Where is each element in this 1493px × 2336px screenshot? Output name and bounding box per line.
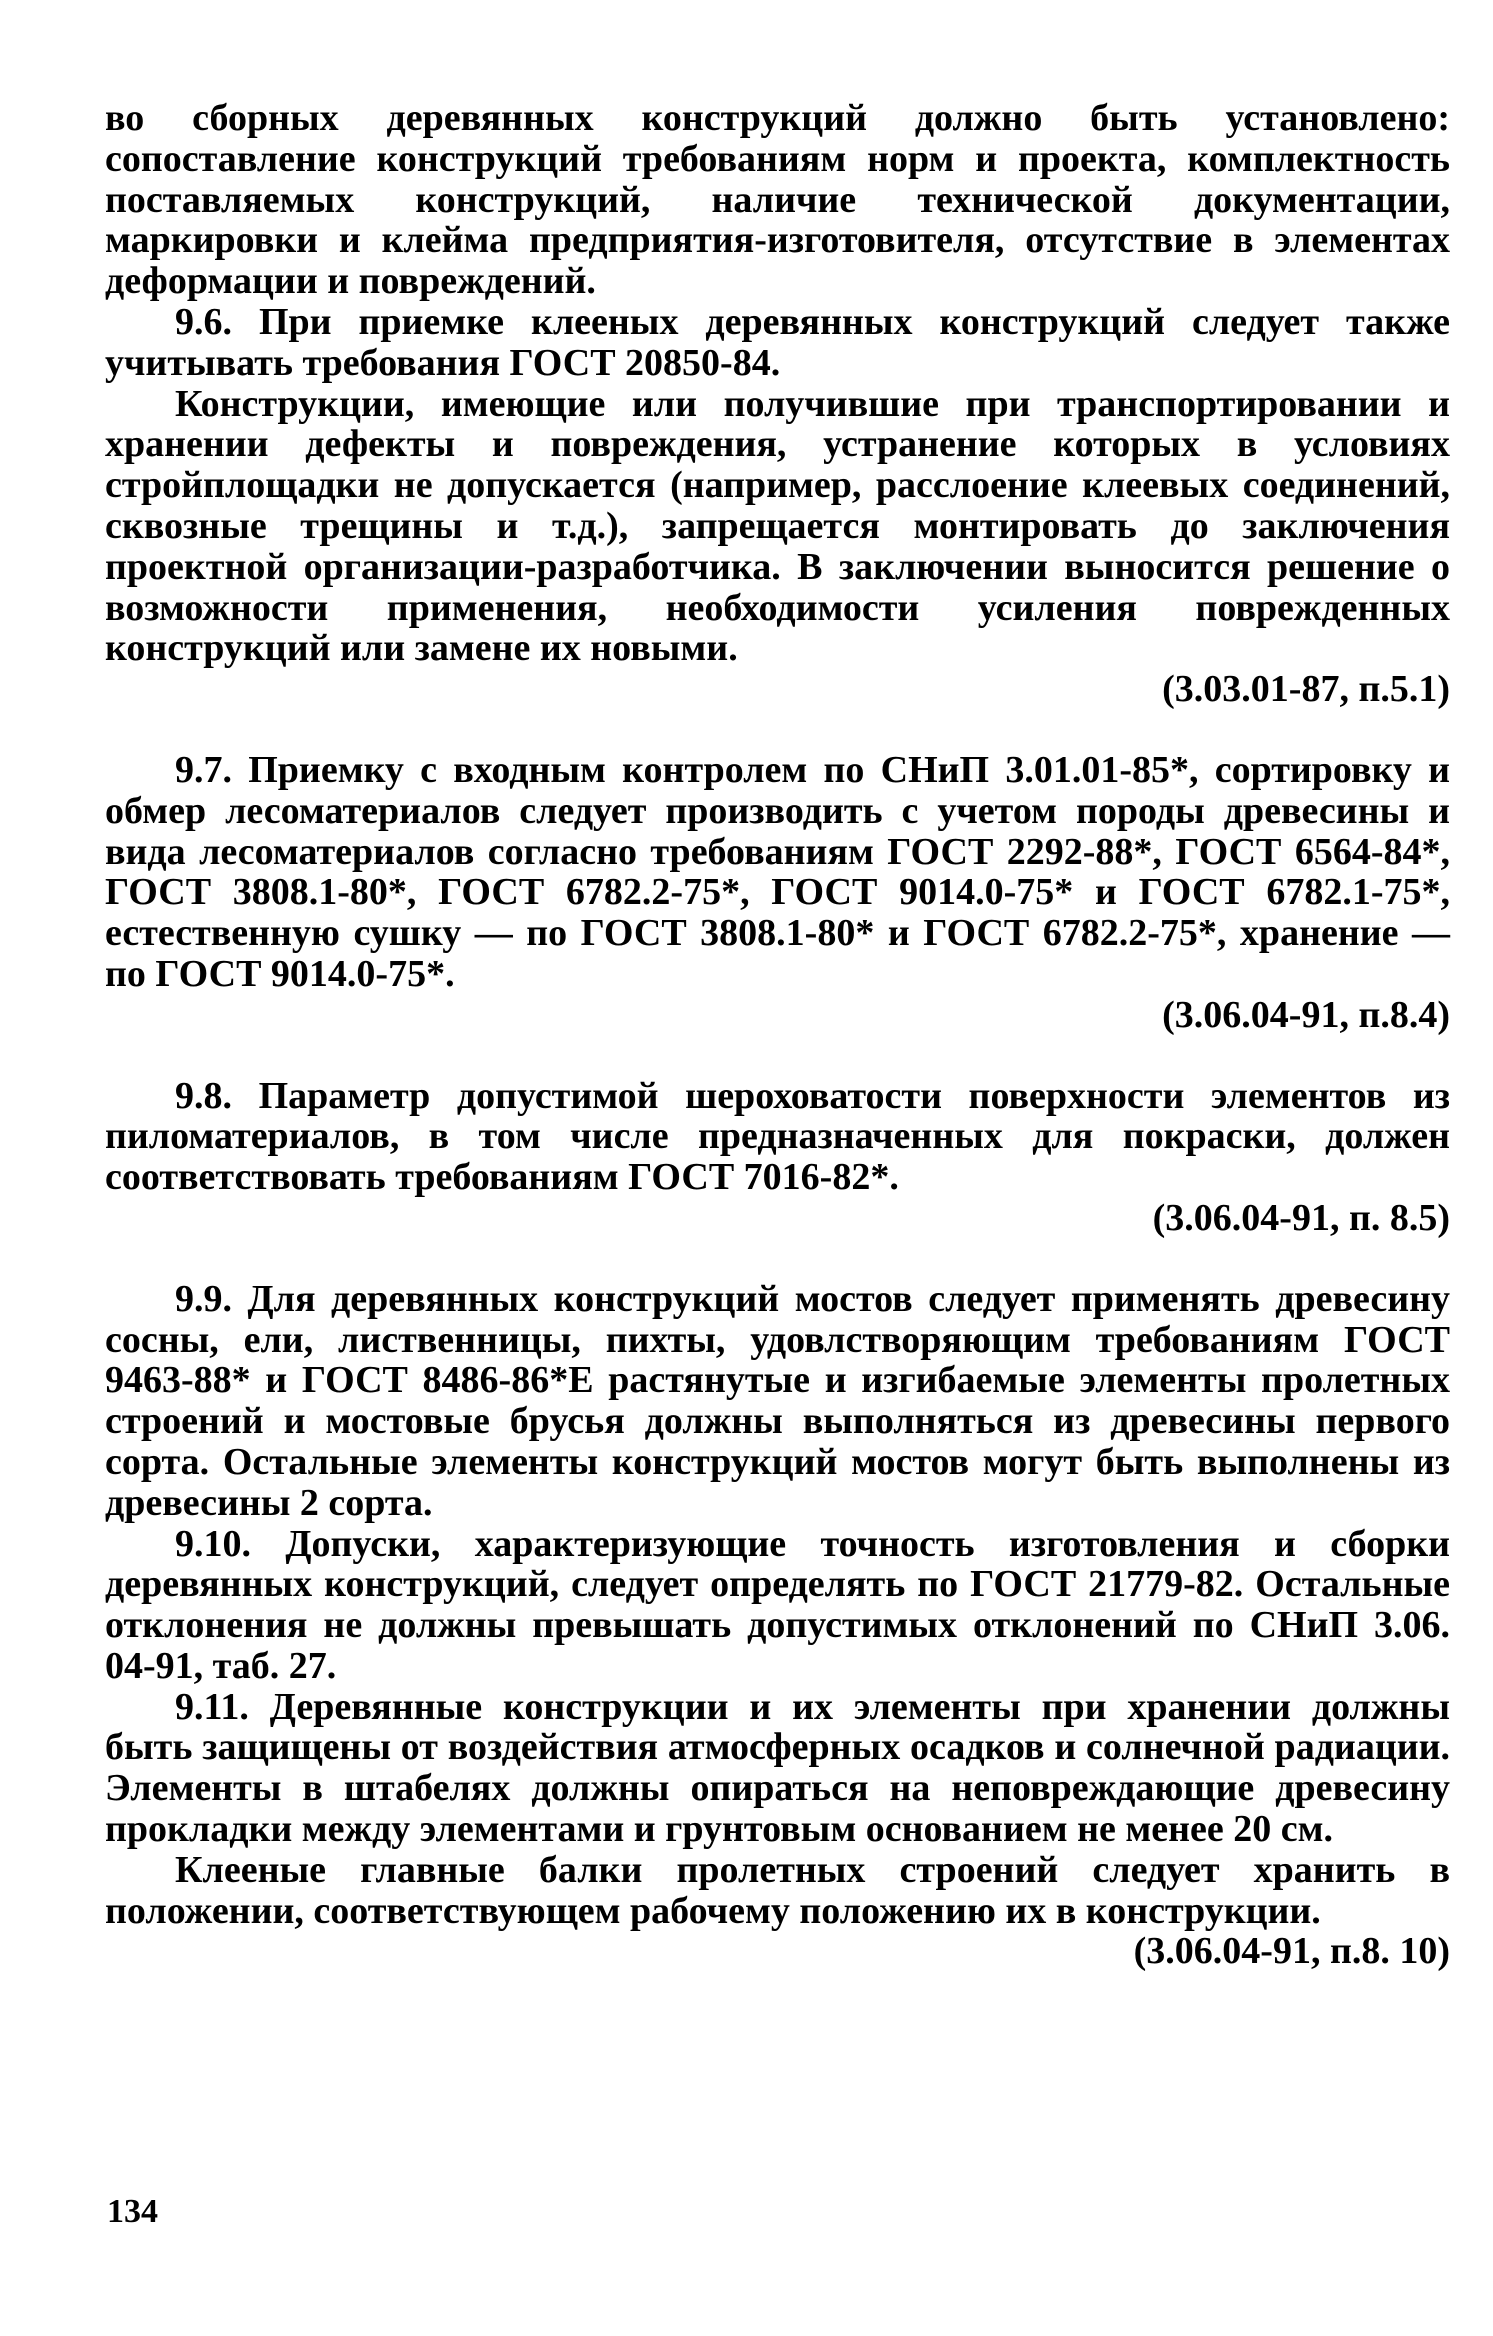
- text-column: [105, 98, 1450, 1972]
- source-reference: (3.03.01-87, п.5.1): [1162, 668, 1450, 711]
- section-spacer: [105, 1036, 1450, 1076]
- body-paragraph: 9.9. Для деревянных конструкций мостов следует применять древесину сосны, ели, лиственницы, пихты, удовлстворяющим требованиям ГОСТ 9463-88* и ГОСТ 8486-86*Е растянутые и изгибаемые элементы пролетных строений и мостовые брусья должны выполняться из древесины первого сорта. Остальные элементы конструкций мостов могут быть выполнены из древесины 2 сорта.: [105, 1277, 1450, 1524]
- body-paragraph: 9.7. Приемку с входным контролем по СНиП 3.01.01-85*, сортировку и обмер лесоматериалов следует производить с учетом породы древесины и вида лесоматериалов согласно требованиям ГОСТ 2292-88*, ГОСТ 6564-84*, ГОСТ 3808.1-80*, ГОСТ 6782.2-75*, ГОСТ 9014.0-75* и ГОСТ 6782.1-75*, естественную сушку — по ГОСТ 3808.1-80* и ГОСТ 6782.2-75*, хранение — по ГОСТ 9014.0-75*.: [105, 748, 1450, 995]
- body-paragraph: Конструкции, имеющие или получившие при транспортировании и хранении дефекты и повреждения, устранение которых в условиях стройплощадки не допускается (например, расслоение клеевых соединений, сквозные трещины и т.д.), запрещается монтировать до заключения проектной организации-разработчика. В заключении выносится решение о возможности применения, необходимости усиления поврежденных конструкций или замене их новыми.: [105, 382, 1450, 670]
- body-paragraph: 9.8. Параметр допустимой шероховатости поверхности элементов из пиломатериалов, в том числе предназначенных для покраски, должен соответствовать требованиям ГОСТ 7016-82*.: [105, 1074, 1450, 1199]
- section-spacer: [105, 1239, 1450, 1279]
- body-paragraph: 9.11. Деревянные конструкции и их элементы при хранении должны быть защищены от воздействия атмосферных осадков и солнечной радиации. Элементы в штабелях должны опираться на неповреждающие древесину прокладки между элементами и грунтовым основанием не менее 20 см.: [105, 1685, 1450, 1851]
- body-paragraph: Клееные главные балки пролетных строений следует хранить в положении, соответствующем рабочему положению их в конструкции.: [105, 1848, 1450, 1932]
- source-reference: (3.06.04-91, п.8.4): [1162, 993, 1450, 1036]
- body-paragraph: во сборных деревянных конструкций должно быть установлено: сопоставление конструкций требованиям норм и проекта, комплектность поставляемых конструкций, наличие технической документации, маркировки и клейма предприятия-изготовителя, отсутствие в элементах деформации и повреждений.: [105, 97, 1450, 303]
- page-number: 134: [107, 2193, 158, 2230]
- source-reference: (3.06.04-91, п. 8.5): [1152, 1196, 1450, 1239]
- body-paragraph: 9.6. При приемке клееных деревянных конструкций следует также учитывать требования ГОСТ 20850-84.: [105, 300, 1450, 384]
- source-reference: (3.06.04-91, п.8. 10): [1133, 1930, 1450, 1973]
- body-paragraph: 9.10. Допуски, характеризующие точность изготовления и сборки деревянных конструкций, следует определять по ГОСТ 21779-82. Остальные отклонения не должны превышать допустимых отклонений по СНиП 3.06. 04-91, таб. 27.: [105, 1522, 1450, 1687]
- section-spacer: [105, 710, 1450, 750]
